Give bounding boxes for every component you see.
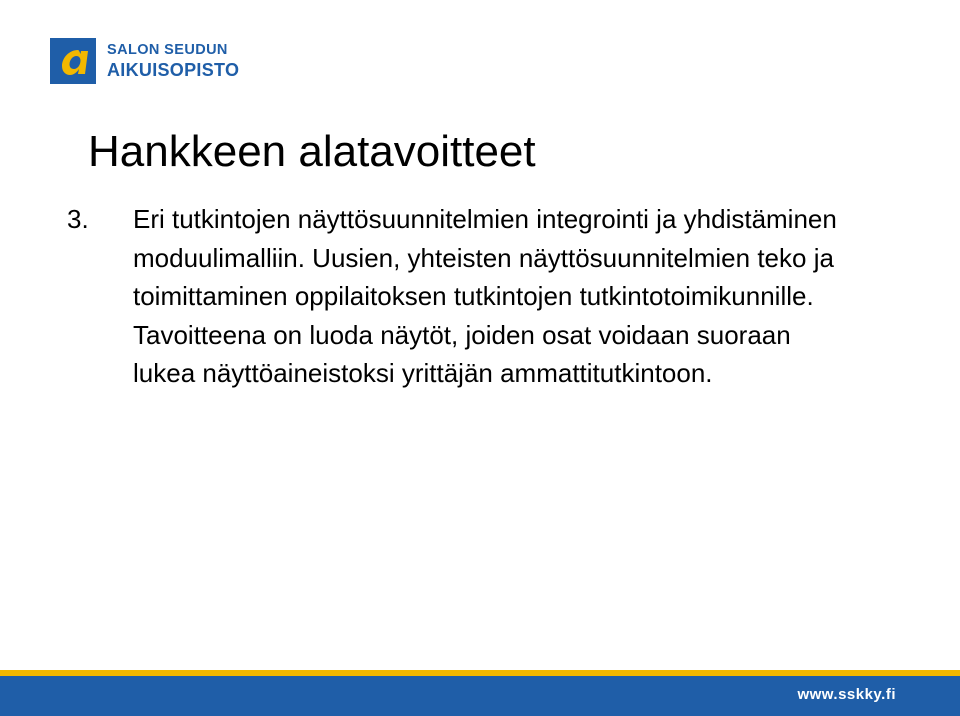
logo-line-2: AIKUISOPISTO: [107, 59, 240, 80]
list-item-text: Eri tutkintojen näyttösuunnitelmien integrointi ja yhdistäminen moduulimalliin. Uusien, yhteisten näyttösuunnitelmien teko ja toimittaminen oppilaitoksen tutkintojen tutkintotoimikunnille. Tavoitteena on luoda näytöt, joiden osat voidaan suoraan lukea näyttöaineistoksi yrittäjän ammattitutkintoon.: [133, 204, 837, 388]
footer-url: www.sskky.fi: [797, 686, 896, 703]
logo-line-1: SALON SEUDUN: [107, 42, 228, 59]
list-item: [67, 200, 860, 393]
organization-logo: [50, 38, 239, 84]
letter-a-logo-icon: [50, 38, 96, 84]
list-item-number: 3.: [67, 204, 89, 234]
slide-body: [67, 200, 860, 393]
slide-title: Hankkeen alatavoitteet: [88, 127, 536, 176]
logo-wordmark: [107, 43, 239, 79]
